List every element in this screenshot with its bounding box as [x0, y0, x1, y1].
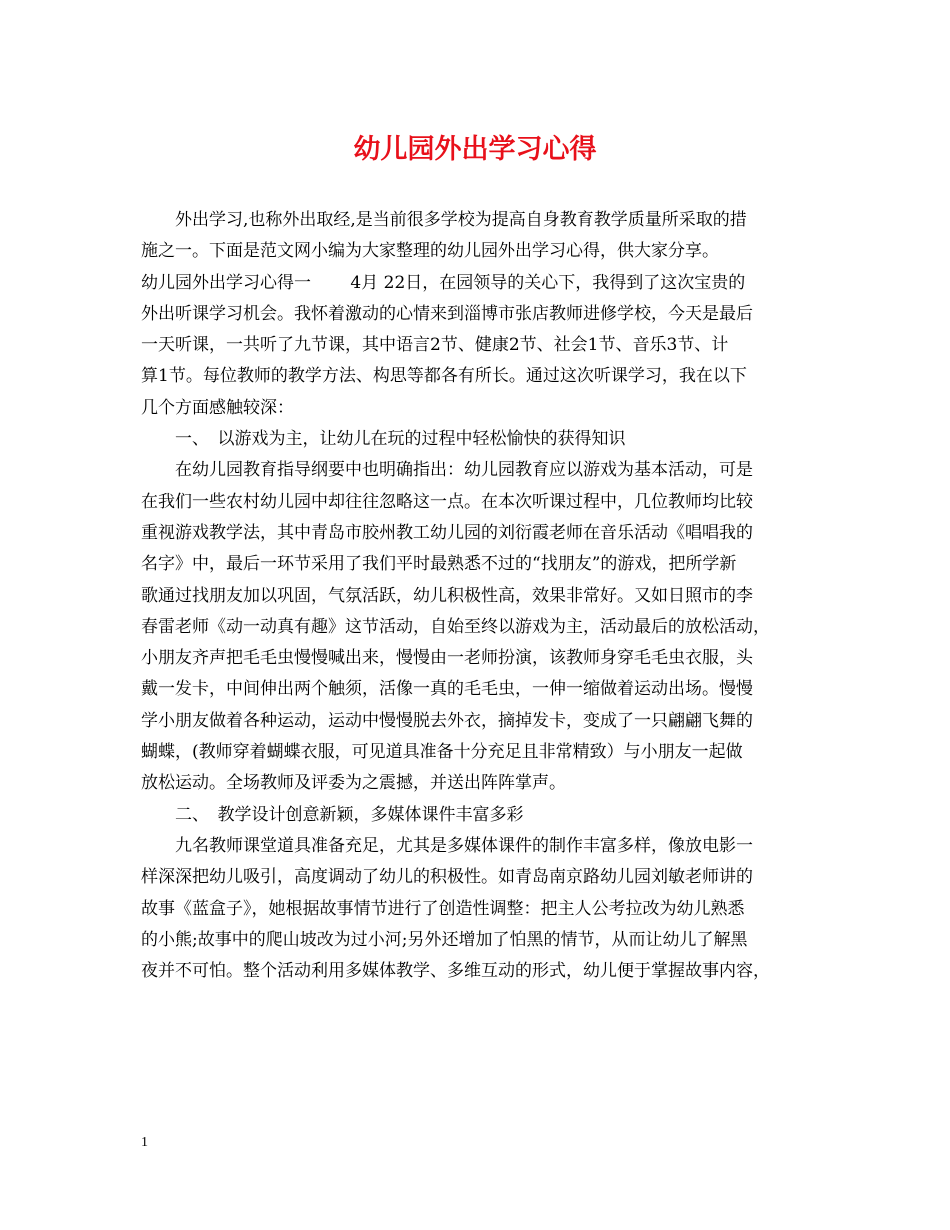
text-line: 二、 教学设计创意新颖，多媒体课件丰富多彩: [175, 804, 524, 825]
text-line: 蝴蝶，(教师穿着蝴蝶衣服，可见道具准备十分充足且非常精致）与小朋友一起做: [141, 742, 743, 763]
text-line: 一、 以游戏为主，让幼儿在玩的过程中轻松愉快的获得知识: [175, 429, 626, 450]
document-body: [141, 205, 813, 987]
text-line: 算1节。每位教师的教学方法、构思等都各有所长。通过这次听课学习，我在以下: [141, 366, 747, 387]
text-line: 夜并不可怕。整个活动利用多媒体教学、多维互动的形式，幼儿便于掌握故事内容，: [141, 961, 770, 982]
text-line: 小朋友齐声把毛毛虫慢慢喊出来，慢慢由一老师扮演，该教师身穿毛毛虫衣服，头: [141, 648, 753, 669]
text-line: 名字》中，最后一环节采用了我们平时最熟悉不过的“找朋友”的游戏，把所学新: [141, 554, 737, 575]
text-line: 外出听课学习机会。我怀着激动的心情来到淄博市张店教师进修学校，今天是最后: [141, 303, 753, 324]
text-line: 施之一。下面是范文网小编为大家整理的幼儿园外出学习心得，供大家分享。: [141, 241, 719, 262]
text-line: 几个方面感触较深：: [141, 397, 294, 418]
text-line: 一天听课，一共听了九节课，其中语言2节、健康2节、社会1节、音乐3节、计: [141, 335, 729, 356]
text-line: 九名教师课堂道具准备充足，尤其是多媒体课件的制作丰富多样，像放电影一: [175, 835, 753, 856]
text-line: 故事《蓝盒子》，她根据故事情节进行了创造性调整：把主人公考拉改为幼儿熟悉: [141, 898, 745, 919]
page-number: 1: [141, 1135, 148, 1150]
text-line: 戴一发卡，中间伸出两个触须，活像一真的毛毛虫，一伸一缩做着运动出场。慢慢: [141, 679, 753, 700]
text-line: 幼儿园外出学习心得一 4月 22日，在园领导的关心下，我得到了这次宝贵的: [141, 272, 746, 293]
text-line: 重视游戏教学法，其中青岛市胶州教工幼儿园的刘衍霞老师在音乐活动《唱唱我的: [141, 522, 753, 543]
text-line: 样深深把幼儿吸引，高度调动了幼儿的积极性。如青岛南京路幼儿园刘敏老师讲的: [141, 867, 753, 888]
text-line: 歌通过找朋友加以巩固，气氛活跃，幼儿积极性高，效果非常好。又如日照市的李: [141, 585, 753, 606]
text-line: 春雷老师《动一动真有趣》这节活动，自始至终以游戏为主，活动最后的放松活动，: [141, 616, 770, 637]
text-line: 放松运动。全场教师及评委为之震撼，并送出阵阵掌声。: [141, 773, 566, 794]
text-line: 的小熊;故事中的爬山坡改为过小河;另外还增加了怕黑的情节，从而让幼儿了解黑: [141, 929, 748, 950]
text-line: 外出学习,也称外出取经,是当前很多学校为提高自身教育教学质量所采取的措: [175, 210, 747, 230]
text-line: 在幼儿园教育指导纲要中也明确指出：幼儿园教育应以游戏为基本活动，可是: [175, 460, 753, 481]
document-title: 幼儿园外出学习心得: [353, 134, 597, 165]
text-line: 在我们一些农村幼儿园中却往往忽略这一点。在本次听课过程中，几位教师均比较: [141, 491, 753, 512]
text-line: 学小朋友做着各种运动，运动中慢慢脱去外衣，摘掉发卡，变成了一只翩翩飞舞的: [141, 710, 753, 731]
